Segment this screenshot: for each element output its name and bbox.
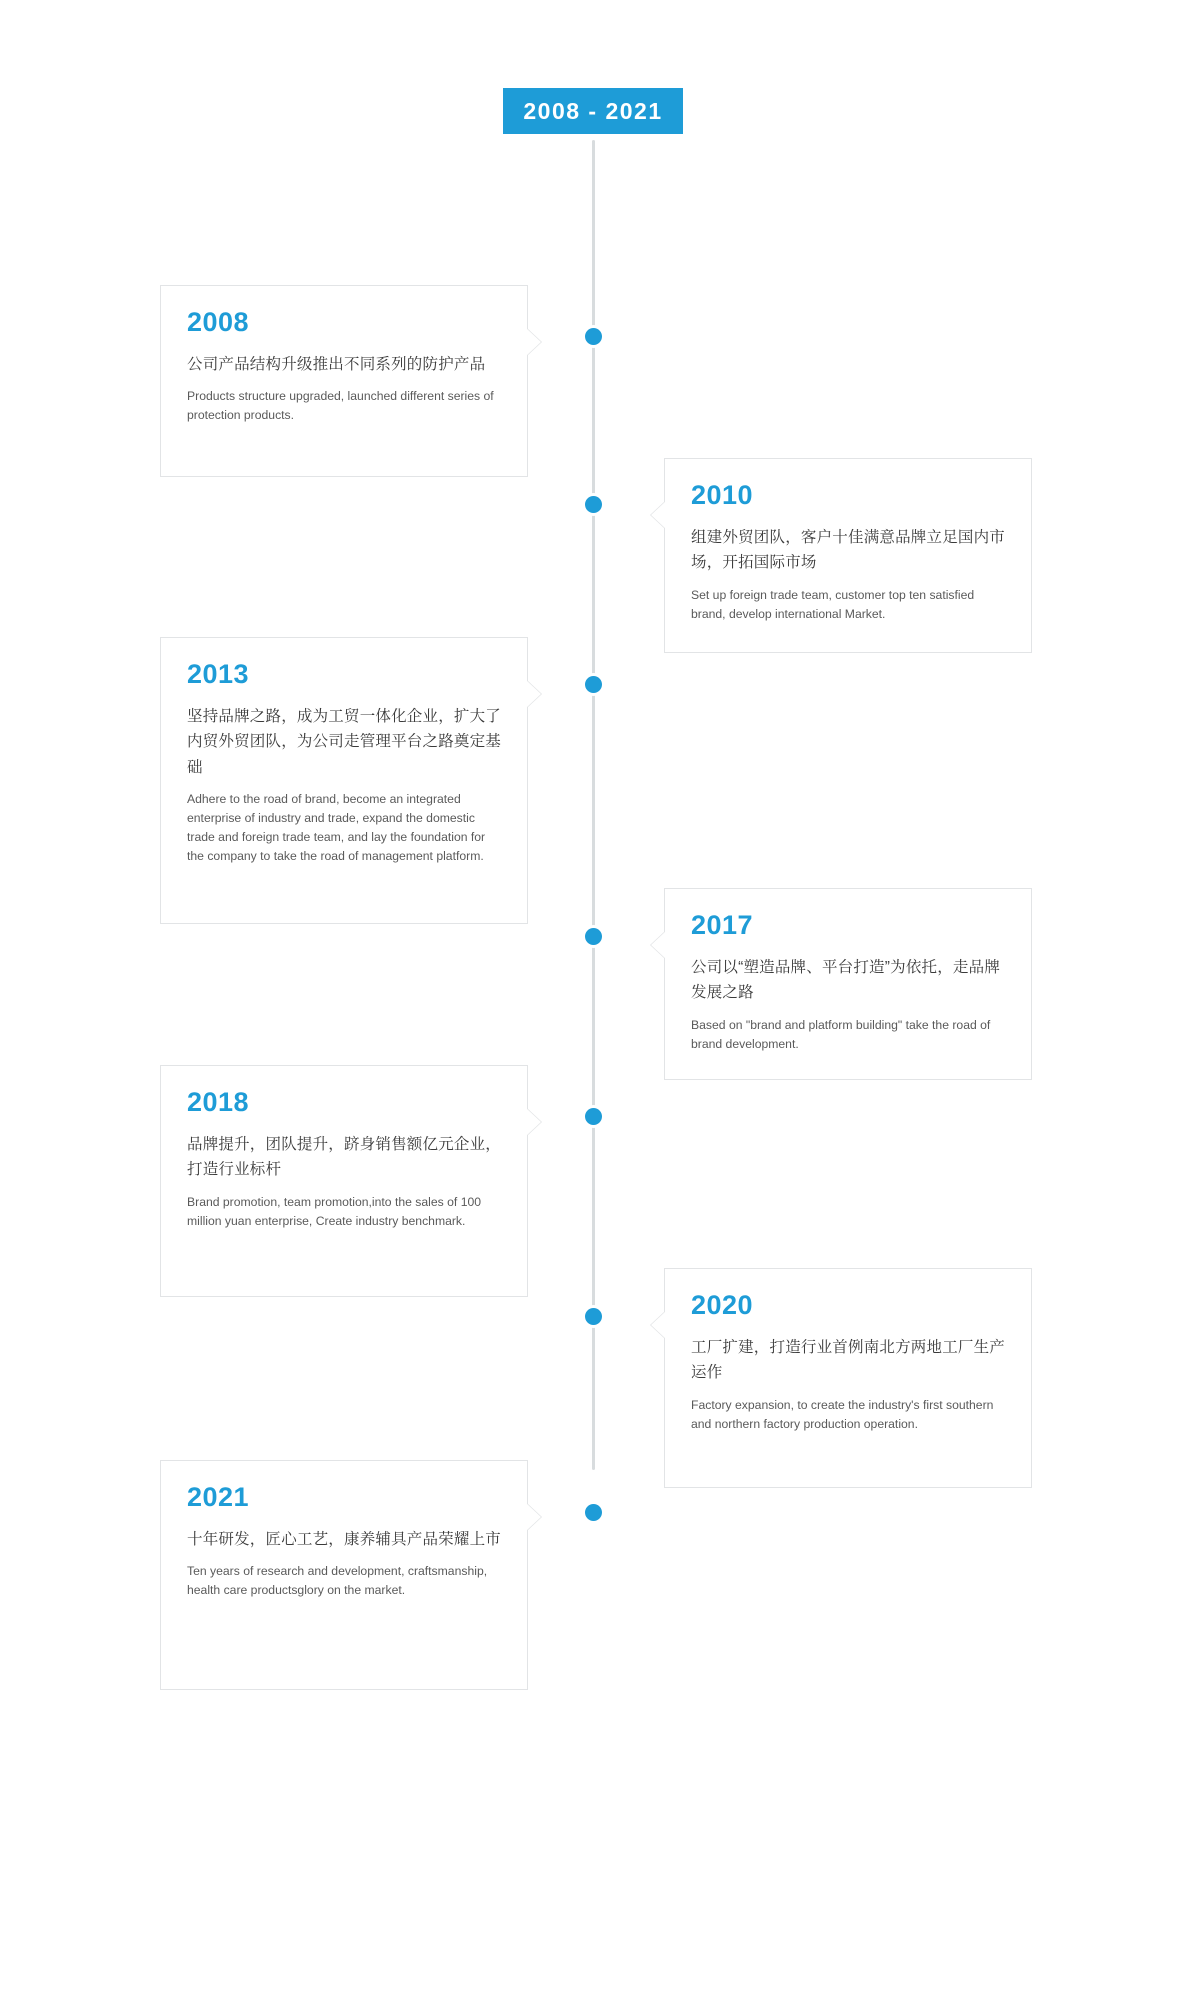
card-text-en: Factory expansion, to create the industry's first southern and northern factory production operation.: [691, 1397, 994, 1431]
timeline-dot-2010: [585, 496, 602, 513]
timeline-dot-2013: [585, 676, 602, 693]
timeline-dot-2018: [585, 1108, 602, 1125]
card-year: 2017: [691, 910, 754, 940]
card-text-en: Based on "brand and platform building" take the road of brand development.: [691, 1017, 991, 1051]
card-year: 2008: [187, 307, 250, 337]
card-text-cn: 公司以“塑造品牌、平台打造”为依托，走品牌发展之路: [691, 958, 1001, 1002]
card-arrow-icon: [526, 1503, 541, 1531]
timeline-dot-2021: [585, 1504, 602, 1521]
timeline-dot-2008: [585, 328, 602, 345]
card-text-cn: 组建外贸团队，客户十佳满意品牌立足国内市场，开拓国际市场: [691, 528, 1006, 572]
timeline-card-2013: [160, 637, 528, 924]
card-arrow-icon: [651, 931, 666, 959]
card-arrow-icon: [651, 501, 666, 529]
card-arrow-icon: [526, 1108, 541, 1136]
timeline-card-2020: [664, 1268, 1032, 1488]
timeline-card-2021: [160, 1460, 528, 1690]
timeline-card-2008: [160, 285, 528, 477]
timeline-dot-2017: [585, 928, 602, 945]
card-text-cn: 品牌提升，团队提升，跻身销售额亿元企业，打造行业标杆: [187, 1135, 502, 1179]
card-year: 2018: [187, 1087, 250, 1117]
card-year: 2010: [691, 480, 754, 510]
card-year: 2020: [691, 1290, 754, 1320]
card-text-cn: 坚持品牌之路，成为工贸一体化企业，扩大了内贸外贸团队，为公司走管理平台之路奠定基础: [187, 707, 502, 776]
card-year: 2021: [187, 1482, 250, 1512]
timeline-dot-2020: [585, 1308, 602, 1325]
card-text-en: Products structure upgraded, launched different series of protection products.: [187, 389, 494, 423]
card-arrow-icon: [651, 1311, 666, 1339]
timeline-range-badge: 2008 - 2021: [503, 88, 683, 134]
card-text-cn: 工厂扩建，打造行业首例南北方两地工厂生产运作: [691, 1338, 1006, 1382]
card-text-en: Ten years of research and development, craftsmanship, health care productsglory on the market.: [187, 1564, 488, 1598]
card-text-en: Brand promotion, team promotion,into the sales of 100 million yuan enterprise, Create industry benchmark.: [187, 1194, 482, 1228]
timeline-card-2017: [664, 888, 1032, 1080]
card-text-cn: 十年研发，匠心工艺，康养辅具产品荣耀上市: [187, 1530, 502, 1548]
card-text-en: Set up foreign trade team, customer top ten satisfied brand, develop international Market.: [691, 587, 975, 621]
timeline-card-2018: [160, 1065, 528, 1297]
card-text-en: Adhere to the road of brand, become an integrated enterprise of industry and trade, expand the domestic trade and foreign trade team, and lay the foundation for the company to take the road of management platform.: [187, 792, 486, 864]
card-text-cn: 公司产品结构升级推出不同系列的防护产品: [187, 355, 486, 373]
card-arrow-icon: [526, 328, 541, 356]
timeline-card-2010: [664, 458, 1032, 653]
card-year: 2013: [187, 659, 250, 689]
card-arrow-icon: [526, 680, 541, 708]
